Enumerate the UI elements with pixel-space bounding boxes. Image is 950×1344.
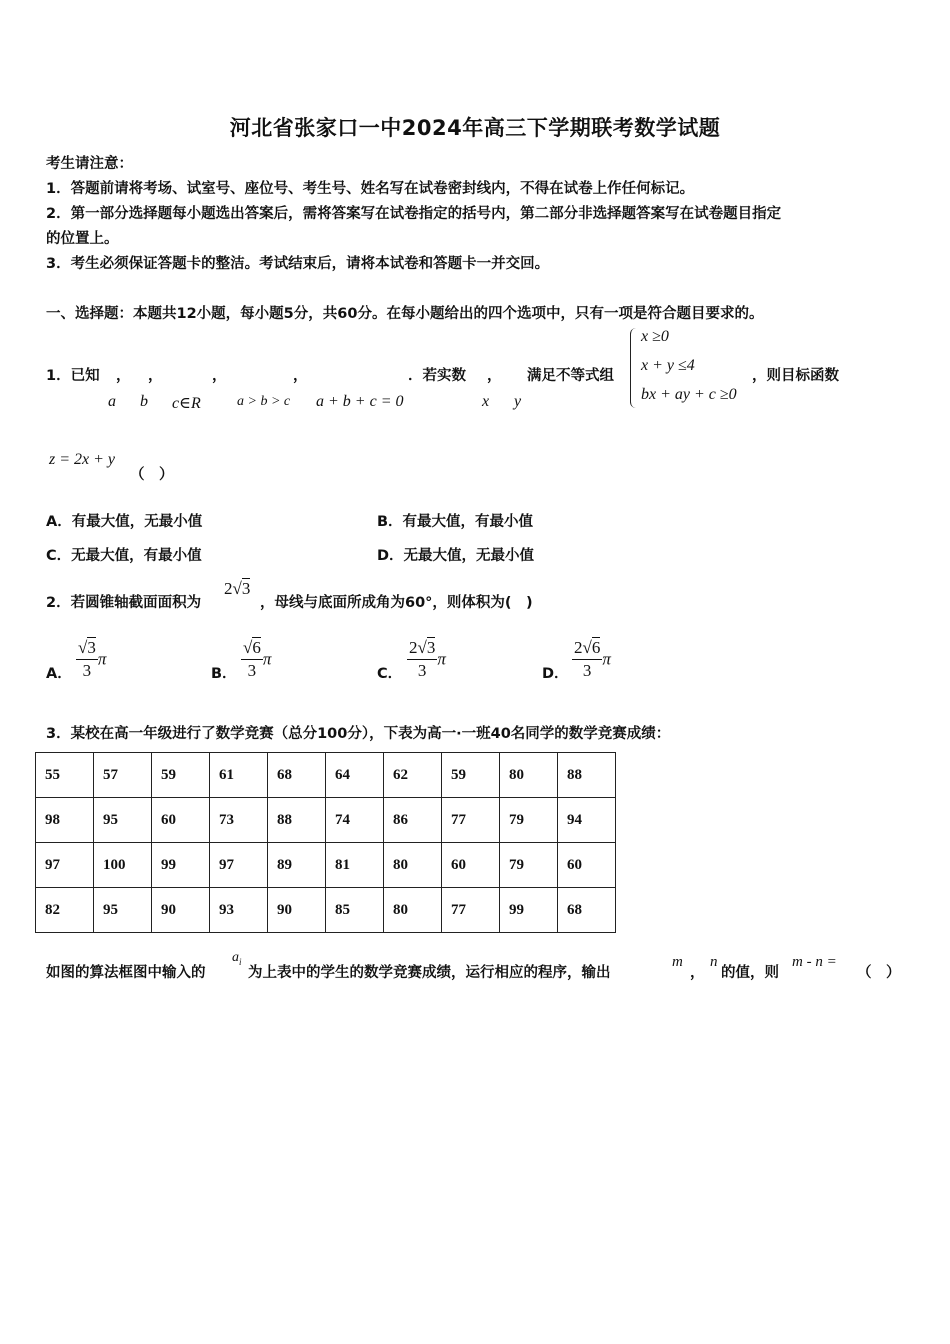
q1-option-c: C．无最大值，有最小值 <box>46 548 202 564</box>
table-cell: 81 <box>326 843 384 888</box>
q1-set-c: c∈R <box>172 395 201 412</box>
notice-item-2a: 2．第一部分选择题每小题选出答案后，需将答案写在试卷指定的括号内，第二部分非选择题答案写在试卷题目指定 <box>46 206 782 222</box>
table-cell: 80 <box>384 843 442 888</box>
table-cell: 74 <box>326 798 384 843</box>
q2-option-d-label: D． <box>542 666 569 682</box>
q1-mid-text: ．若实数 <box>408 368 466 384</box>
table-cell: 82 <box>36 888 94 933</box>
q1-comma: ， <box>212 368 227 384</box>
q1-comma: ， <box>293 368 308 384</box>
q2-option-a-label: A． <box>46 666 72 682</box>
q1-option-d: D．无最大值，无最小值 <box>377 548 535 564</box>
q1-sum: a + b + c = 0 <box>316 393 404 410</box>
table-cell: 89 <box>268 843 326 888</box>
page-title: 河北省张家口一中2024年高三下学期联考数学试题 <box>229 116 721 140</box>
table-cell: 99 <box>500 888 558 933</box>
table-cell: 60 <box>442 843 500 888</box>
q3-intro: 3．某校在高一年级进行了数学竞赛（总分100分），下表为高一·一班40名同学的数学竞赛成绩： <box>46 726 671 742</box>
q2-area-value: 2√3 <box>224 579 251 598</box>
q3-text-1: 如图的算法框图中输入的 <box>46 965 206 981</box>
table-cell: 77 <box>442 798 500 843</box>
q3-answer-paren: （ ） <box>857 965 901 981</box>
table-cell: 80 <box>384 888 442 933</box>
score-table <box>35 752 616 933</box>
q2-area-radicand: 3 <box>241 579 251 598</box>
notice-item-1: 1．答题前请将考场、试室号、座位号、考生号、姓名写在试卷密封线内，不得在试卷上作任何标记。 <box>46 181 695 197</box>
table-cell: 88 <box>558 753 616 798</box>
table-cell: 94 <box>558 798 616 843</box>
q3-text-4: 的值，则 <box>721 965 779 981</box>
table-row <box>36 798 616 843</box>
table-row <box>36 753 616 798</box>
notice-heading: 考生请注意： <box>46 156 133 172</box>
q1-var-y: y <box>514 393 522 410</box>
table-cell: 90 <box>152 888 210 933</box>
table-row <box>36 843 616 888</box>
q3-var-m: m <box>672 954 683 970</box>
table-cell: 62 <box>384 753 442 798</box>
q2-option-c-label: C． <box>377 666 403 682</box>
q2-option-c-value: $\frac{2√3}{3}$ π <box>409 638 446 680</box>
q1-option-b: B．有最大值，有最小值 <box>377 514 534 530</box>
q3-text-3: ， <box>690 965 705 981</box>
table-cell: 90 <box>268 888 326 933</box>
table-cell: 95 <box>94 798 152 843</box>
table-cell: 60 <box>152 798 210 843</box>
q1-inequality-2: x + y ≤4 <box>641 357 695 374</box>
table-cell: 88 <box>268 798 326 843</box>
table-cell: 100 <box>94 843 152 888</box>
q2-suffix: ，母线与底面所成角为60°，则体积为( ) <box>260 595 533 611</box>
table-cell: 68 <box>558 888 616 933</box>
q1-suffix: ，则目标函数 <box>752 368 839 384</box>
q2-option-d-value: $\frac{2√6}{3}$ π <box>574 638 611 680</box>
q3-text-2: 为上表中的学生的数学竞赛成绩，运行相应的程序，输出 <box>248 965 611 981</box>
q1-var-x: x <box>482 393 490 410</box>
table-row <box>36 888 616 933</box>
system-brace <box>630 328 639 408</box>
q1-comma: ， <box>148 368 163 384</box>
table-cell: 59 <box>442 753 500 798</box>
table-cell: 97 <box>210 843 268 888</box>
table-cell: 97 <box>36 843 94 888</box>
table-cell: 98 <box>36 798 94 843</box>
table-cell: 64 <box>326 753 384 798</box>
q1-var-a: a <box>108 393 116 410</box>
notice-item-2b: 的位置上。 <box>46 231 119 247</box>
table-cell: 93 <box>210 888 268 933</box>
q2-option-b-value: $\frac{√6}{3}$ π <box>243 638 272 680</box>
q1-answer-paren: （ ） <box>130 467 174 483</box>
section-heading: 一、选择题：本题共12小题，每小题5分，共60分。在每小题给出的四个选项中，只有一项是符合题目要求的。 <box>46 306 764 322</box>
q1-prefix: 1．已知 <box>46 368 100 384</box>
q3-expression: m - n = <box>792 954 837 970</box>
notice-item-3: 3．考生必须保证答题卡的整洁。考试结束后，请将本试卷和答题卡一并交回。 <box>46 256 550 272</box>
table-cell: 73 <box>210 798 268 843</box>
table-cell: 95 <box>94 888 152 933</box>
table-cell: 55 <box>36 753 94 798</box>
table-cell: 77 <box>442 888 500 933</box>
table-cell: 80 <box>500 753 558 798</box>
q1-comma: ， <box>487 368 502 384</box>
table-cell: 79 <box>500 843 558 888</box>
q1-option-a: A．有最大值，无最小值 <box>46 514 203 530</box>
q2-area-coef: 2 <box>224 579 233 598</box>
table-cell: 60 <box>558 843 616 888</box>
q1-inequality-1: x ≥0 <box>641 328 669 345</box>
q1-var-b: b <box>140 393 148 410</box>
q1-comma: ， <box>116 368 131 384</box>
q1-order: a > b > c <box>237 394 291 409</box>
table-cell: 59 <box>152 753 210 798</box>
q1-inequality-3: bx + ay + c ≥0 <box>641 386 737 403</box>
q3-var-a: $a_i$ <box>232 950 242 967</box>
q1-condition-text: 满足不等式组 <box>527 368 614 384</box>
q2-prefix: 2．若圆锥轴截面面积为 <box>46 595 202 611</box>
table-cell: 85 <box>326 888 384 933</box>
table-cell: 99 <box>152 843 210 888</box>
table-cell: 79 <box>500 798 558 843</box>
q1-objective: z = 2x + y <box>49 451 116 468</box>
table-cell: 86 <box>384 798 442 843</box>
table-cell: 68 <box>268 753 326 798</box>
table-cell: 61 <box>210 753 268 798</box>
q2-option-a-value: $\frac{√3}{3}$ π <box>78 638 107 680</box>
q3-var-n: n <box>710 954 718 970</box>
table-cell: 57 <box>94 753 152 798</box>
q2-option-b-label: B． <box>211 666 237 682</box>
